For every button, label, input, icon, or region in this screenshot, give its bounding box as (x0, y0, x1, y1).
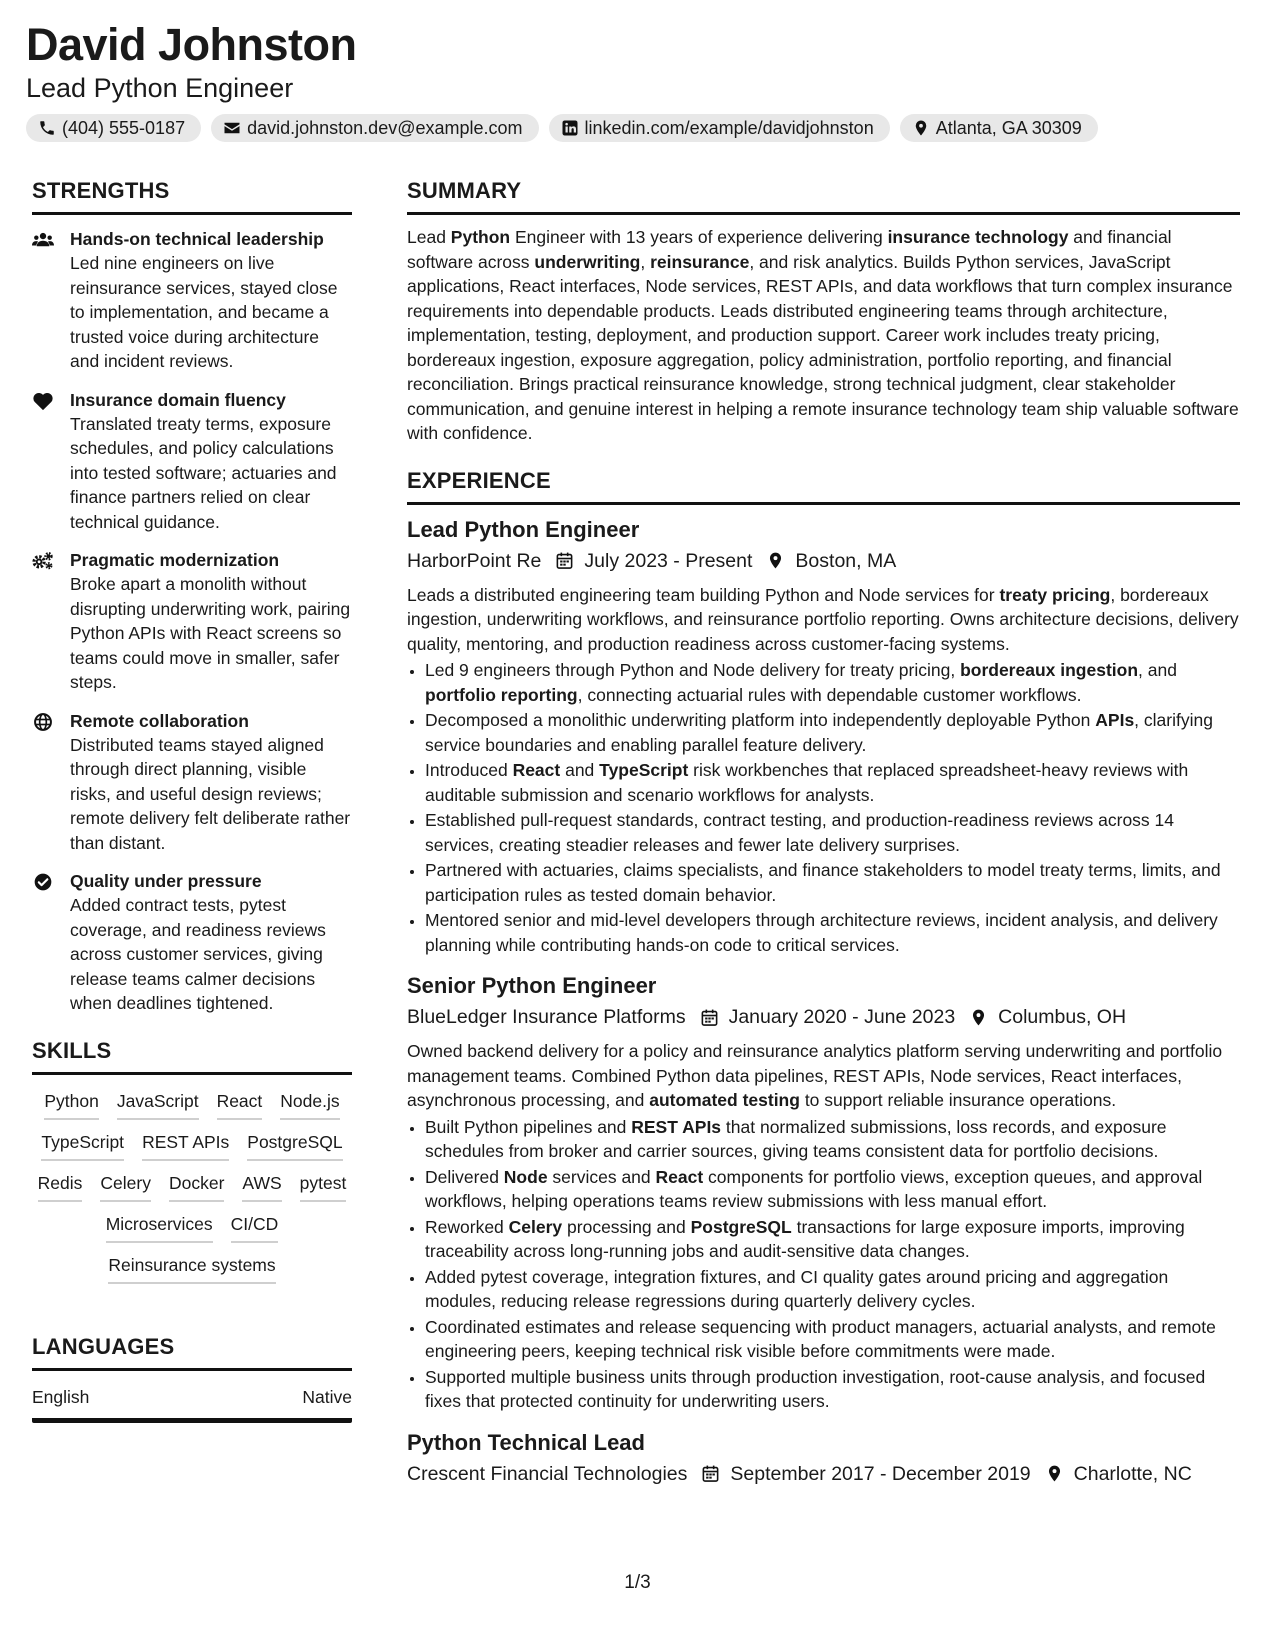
bold-phrase: Python (450, 227, 511, 247)
globe-icon (32, 712, 54, 732)
text-run: Built Python pipelines and (425, 1116, 632, 1137)
skill-tag: Reinsurance systems (108, 1253, 275, 1284)
strength-text: Broke apart a monolith without disrupting underwriting work, pairing Python APIs with React screens so teams could move in smaller, safer steps. (70, 574, 351, 692)
map-pin-icon (1045, 1464, 1064, 1483)
text-run: , (640, 251, 651, 272)
skill-tag: Microservices (106, 1212, 213, 1243)
check-circle-icon (32, 872, 54, 892)
job-bullet (425, 1115, 1240, 1164)
linkedin-text: linkedin.com/example/davidjohnston (584, 117, 874, 138)
job-company: BlueLedger Insurance Platforms (407, 1006, 686, 1028)
experience-heading: EXPERIENCE (407, 468, 1240, 505)
bold-phrase: insurance technology (887, 227, 1069, 247)
job-bullet (425, 858, 1240, 907)
bold-phrase: React (655, 1166, 704, 1187)
phone-chip[interactable] (26, 114, 201, 142)
job-entry (407, 515, 1240, 958)
map-pin-icon (766, 551, 785, 570)
bold-phrase: portfolio reporting (425, 684, 578, 705)
text-run: Introduced (425, 760, 513, 780)
job-description (407, 583, 1240, 657)
text-run: processing and (562, 1216, 691, 1237)
strength-item (32, 388, 352, 535)
job-meta (407, 547, 1240, 575)
summary-text (407, 225, 1240, 446)
strength-text: Distributed teams stayed aligned through direct planning, visible risks, and useful design reviews; remote delivery felt deliberate rather than distant. (70, 734, 351, 853)
strength-item (32, 869, 352, 1016)
strength-title: Insurance domain fluency (70, 389, 286, 410)
text-run: Partnered with actuaries, claims specialists, and finance stakeholders to model treaty terms, limits, and participation rules as tested domain behavior. (425, 860, 1221, 905)
page-number: 1/3 (624, 1572, 651, 1593)
bold-phrase: Node (503, 1166, 548, 1187)
bold-phrase: automated testing (649, 1090, 800, 1110)
location-text: Atlanta, GA 30309 (935, 117, 1082, 138)
text-run: that normalized submissions, loss records, and exposure schedules from broker and carrier sources, giving teams consistent data for portfolio decisions. (425, 1116, 1167, 1161)
strength-text: Translated treaty terms, exposure schedules, and policy calculations into tested software; actuaries and finance partners relied on clear technical guidance. (70, 413, 337, 532)
text-run: , and (1138, 660, 1177, 680)
job-dates: January 2020 - June 2023 (728, 1006, 956, 1028)
bold-phrase: bordereaux ingestion (960, 660, 1139, 680)
job-bullet (425, 1265, 1240, 1314)
text-run: Engineer with 13 years of experience delivering (510, 227, 888, 247)
strength-item (32, 227, 352, 374)
job-dates: July 2023 - Present (584, 549, 753, 572)
job-bullet (425, 708, 1240, 757)
strength-text: Led nine engineers on live reinsurance services, stayed close to implementation, and became a trusted voice during architecture and incident reviews. (70, 253, 338, 371)
linkedin-icon (561, 119, 579, 137)
job-description (407, 1039, 1240, 1113)
text-run: Delivered (425, 1166, 504, 1187)
strength-title: Quality under pressure (70, 871, 262, 891)
skill-tag: REST APIs (142, 1130, 229, 1161)
skill-tag: Python (44, 1089, 98, 1120)
right-column (407, 178, 1240, 1488)
job-entry (407, 1428, 1240, 1488)
linkedin-chip[interactable] (549, 114, 890, 142)
languages-heading: LANGUAGES (32, 1334, 352, 1371)
strengths-heading: STRENGTHS (32, 178, 352, 215)
candidate-title: Lead Python Engineer (26, 73, 294, 103)
map-pin-icon (969, 1008, 988, 1027)
job-bullet (425, 1315, 1240, 1364)
job-bullet (425, 1165, 1240, 1214)
language-level: Native (302, 1386, 352, 1407)
text-run: transactions for large exposure imports, improving traceability across long-running jobs and audit-sensitive data changes. (425, 1216, 1185, 1261)
text-run: Coordinated estimates and release sequencing with product managers, actuarial analysts, and remote engineering peers, keeping technical risk visible before commitments were made. (425, 1316, 1216, 1361)
job-dates: September 2017 - December 2019 (730, 1462, 1031, 1485)
text-run: Supported multiple business units through production investigation, root-cause analysis, and focused fixes that protected continuity for underwriting users. (425, 1366, 1206, 1411)
bold-phrase: TypeScript (599, 760, 689, 780)
strength-item (32, 709, 352, 856)
job-company: HarborPoint Re (407, 549, 542, 572)
skill-tag: Docker (169, 1171, 224, 1202)
text-run: Led 9 engineers through Python and Node delivery for treaty pricing, (425, 660, 961, 680)
job-location: Columbus, OH (998, 1006, 1127, 1028)
strengths-list (32, 227, 352, 1016)
job-bullet (425, 908, 1240, 957)
users-icon (32, 230, 54, 250)
job-entry (407, 971, 1240, 1414)
text-run: Lead (407, 227, 451, 247)
left-column (32, 178, 352, 1423)
bold-phrase: PostgreSQL (690, 1216, 792, 1237)
bold-phrase: React (512, 760, 561, 780)
job-location: Charlotte, NC (1073, 1462, 1192, 1485)
email-chip[interactable] (211, 114, 538, 142)
text-run: Leads a distributed engineering team building Python and Node services for (407, 584, 1000, 605)
job-meta (407, 1460, 1240, 1488)
phone-icon (38, 119, 56, 137)
bold-phrase: APIs (1095, 710, 1135, 730)
text-run: , clarifying service boundaries and enabling parallel feature delivery. (425, 710, 1213, 755)
skills-heading: SKILLS (32, 1038, 352, 1075)
bold-phrase: reinsurance (650, 251, 750, 272)
skill-tag: PostgreSQL (247, 1130, 342, 1161)
job-title: Python Technical Lead (407, 1429, 645, 1455)
text-run: Owned backend delivery for a policy and reinsurance analytics platform serving underwriting and portfolio management teams. Combined Python data pipelines, REST APIs, Node services, React interfaces, asynchronous processing, and (407, 1041, 1223, 1110)
text-run: Reworked (425, 1216, 509, 1237)
text-run: Mentored senior and mid-level developers through architecture reviews, incident analysis, and delivery planning while contributing hands-on code to critical services. (425, 910, 1218, 955)
skill-tag: Redis (38, 1171, 83, 1202)
location-chip[interactable] (900, 114, 1098, 142)
job-bullet (425, 808, 1240, 857)
text-run: and (560, 760, 600, 780)
text-run: Decomposed a monolithic underwriting platform into independently deployable Python (425, 710, 1096, 730)
text-run: to support reliable insurance operations. (799, 1090, 1117, 1110)
job-bullet (425, 758, 1240, 807)
job-location: Boston, MA (795, 549, 897, 572)
candidate-name: David Johnston (26, 19, 357, 70)
skill-tag: AWS (242, 1171, 281, 1202)
email-text: david.johnston.dev@example.com (247, 117, 523, 138)
strength-title: Remote collaboration (70, 710, 249, 731)
contact-bar (26, 114, 1098, 142)
strength-item (32, 548, 352, 695)
language-row (32, 1387, 352, 1423)
skill-tag: TypeScript (41, 1130, 124, 1161)
text-run: and financial software across (407, 227, 1172, 272)
strength-title: Hands-on technical leadership (70, 229, 324, 249)
skills-list (32, 1089, 352, 1284)
text-run: Added pytest coverage, integration fixtures, and CI quality gates around pricing and aggregation modules, reducing release regressions during quarterly delivery cycles. (425, 1266, 1169, 1311)
text-run: risk workbenches that replaced spreadsheet-heavy reviews with auditable submission and scenario workflows for analysts. (425, 760, 1189, 805)
skill-tag: React (217, 1089, 263, 1120)
text-run: , connecting actuarial rules with dependable customer workflows. (577, 684, 1082, 705)
job-bullets (407, 1115, 1240, 1414)
bold-phrase: treaty pricing (999, 584, 1111, 605)
job-bullet (425, 1365, 1240, 1414)
bold-phrase: underwriting (534, 251, 641, 272)
job-meta (407, 1003, 1240, 1031)
phone-text: (404) 555-0187 (62, 117, 186, 138)
calendar-icon (555, 551, 574, 570)
summary-heading: SUMMARY (407, 178, 1240, 215)
text-run: Established pull-request standards, contract testing, and production-readiness reviews across 14 services, creating steadier releases and fewer late delivery surprises. (425, 810, 1175, 855)
text-run: , and risk analytics. Builds Python services, JavaScript applications, React interfaces, Node services, REST APIs, and data workflows that turn complex insurance requirements into dependable products. Leads distributed engineering teams through architecture, implementation, testing, deployment, and production support. Career work includes treaty pricing, bordereaux ingestion, exposure aggregation, policy administration, portfolio reporting, and financial reconciliation. Brings practical reinsurance knowledge, strong technical judgment, clear stakeholder communication, and genuine interest in helping a remote insurance technology team ship valuable software with confidence. (407, 251, 1239, 443)
text-run: services and (547, 1166, 656, 1187)
calendar-icon (700, 1008, 719, 1027)
job-bullets (407, 658, 1240, 957)
envelope-icon (223, 119, 241, 137)
job-title: Senior Python Engineer (407, 973, 657, 998)
job-title: Lead Python Engineer (407, 516, 640, 542)
skill-tag: Node.js (280, 1089, 339, 1120)
strength-title: Pragmatic modernization (70, 550, 280, 570)
text-run: , bordereaux ingestion, underwriting workflows, and reinsurance portfolio reporting. Owns architecture decisions, delivery quality, mentoring, and production readiness across customer-facing systems. (407, 584, 1239, 654)
job-company: Crescent Financial Technologies (407, 1462, 688, 1485)
bold-phrase: REST APIs (631, 1116, 722, 1137)
job-bullet (425, 1215, 1240, 1264)
job-bullet (425, 658, 1240, 707)
bold-phrase: Celery (508, 1216, 563, 1237)
strength-text: Added contract tests, pytest coverage, and readiness reviews across customer services, giving release teams calmer decisions when deadlines tightened. (70, 895, 326, 1013)
text-run: components for portfolio views, exception queues, and approval workflows, helping operations teams review submissions with less manual effort. (425, 1166, 1203, 1211)
skill-tag: Celery (100, 1171, 151, 1202)
map-pin-icon (912, 119, 930, 137)
cogs-icon (32, 551, 54, 571)
language-name: English (32, 1386, 90, 1407)
calendar-icon (701, 1464, 720, 1483)
skill-tag: CI/CD (231, 1212, 279, 1243)
skill-tag: JavaScript (117, 1089, 199, 1120)
skill-tag: pytest (300, 1171, 347, 1202)
heart-icon (32, 391, 54, 411)
